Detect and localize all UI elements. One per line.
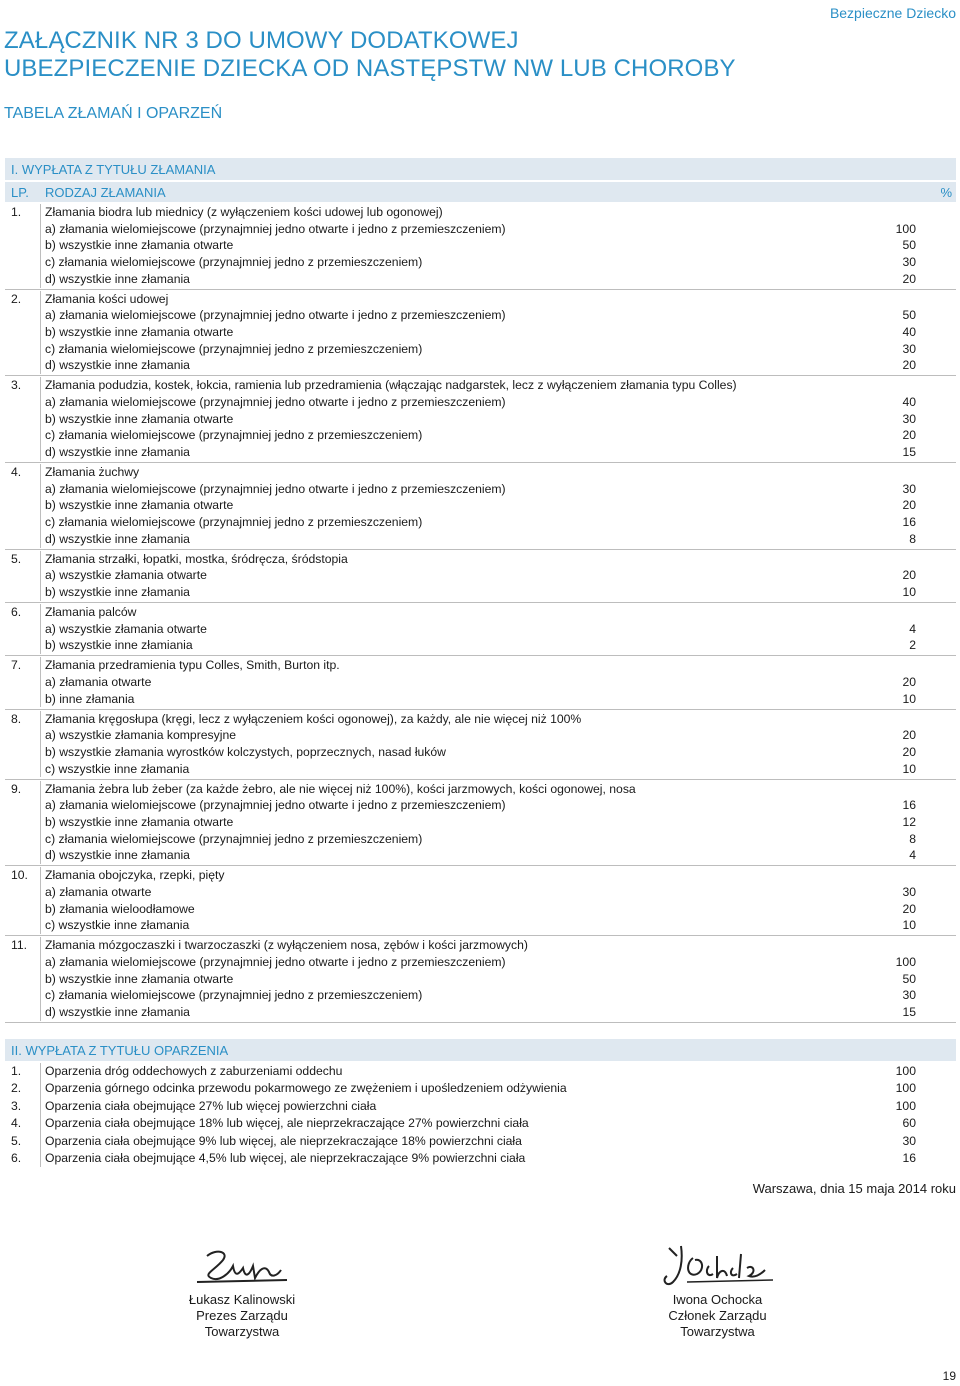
place-date: Warszawa, dnia 15 maja 2014 roku [752,1181,956,1196]
table-row [5,1115,956,1132]
table-row [5,497,956,514]
table-row [5,937,956,954]
item-percent: 40 [902,325,916,340]
table-row [5,237,956,254]
fracture-group [5,711,956,778]
item-text: b) wszystkie inne złamiania [45,638,193,653]
table-row [5,987,956,1004]
item-text: c) złamania wielomiejscowe (przynajmniej jedno z przemieszczeniem) [45,255,423,270]
table-row [5,1063,956,1080]
item-percent: 8 [909,831,916,846]
table-column-header [5,182,956,202]
table-row [5,971,956,988]
section-1-heading [5,158,956,180]
item-percent: 20 [902,675,916,690]
table-row [5,691,956,708]
signature-2-image [653,1244,783,1292]
item-text: b) wszystkie inne złamania otwarte [45,411,234,426]
item-text: a) wszystkie złamania otwarte [45,568,207,583]
table-row [5,204,956,221]
fracture-group [5,291,956,374]
title-line-2: UBEZPIECZENIE DZIECKA OD NASTĘPSTW NW LUB CHOROBY [4,55,736,82]
row-number: 7. [11,658,22,673]
row-separator [5,1022,956,1023]
item-text: b) inne złamania [45,691,135,706]
item-percent: 10 [902,691,916,706]
table-row [5,954,956,971]
col-percent: % [940,185,952,200]
item-text: c) złamania wielomiejscowe (przynajmniej jedno z przemieszczeniem) [45,341,423,356]
item-percent: 20 [902,568,916,583]
fracture-group [5,551,956,601]
row-separator [5,779,956,780]
fracture-group [5,937,956,1020]
table-row [5,551,956,568]
fracture-group [5,867,956,934]
column-divider [40,551,41,601]
item-percent: 20 [902,745,916,760]
burns-group [5,1063,956,1167]
item-text: c) złamania wielomiejscowe (przynajmniej jedno z przemieszczeniem) [45,831,423,846]
col-type: RODZAJ ZŁAMANIA [45,185,166,200]
row-number: 6. [11,1150,22,1165]
item-percent: 10 [902,918,916,933]
group-title: Złamania strzałki, łopatki, mostka, śródręcza, śródstopia [45,551,348,566]
title-line-1: ZAŁĄCZNIK NR 3 DO UMOWY DODATKOWEJ [4,27,519,54]
table-row [5,411,956,428]
item-text: d) wszystkie inne złamania [45,358,190,373]
group-title: Złamania palców [45,605,137,620]
item-percent: 30 [902,885,916,900]
table-row [5,254,956,271]
item-percent: 16 [902,1150,916,1165]
item-percent: 10 [902,761,916,776]
item-text: b) złamania wieloodłamowe [45,901,195,916]
item-percent: 100 [895,1081,916,1096]
item-percent: 20 [902,271,916,286]
item-text: a) złamania otwarte [45,675,152,690]
item-text: a) złamania wielomiejscowe (przynajmniej jedno otwarte i jedno z przemieszczeniem) [45,308,506,323]
table-row [5,341,956,358]
item-text: a) złamania wielomiejscowe (przynajmniej jedno otwarte i jedno z przemieszczeniem) [45,955,506,970]
table-row [5,781,956,798]
row-number: 5. [11,1133,22,1148]
column-divider [40,711,41,778]
item-percent: 16 [902,515,916,530]
row-number: 3. [11,378,22,393]
item-text: c) złamania wielomiejscowe (przynajmniej jedno z przemieszczeniem) [45,515,423,530]
table-row [5,637,956,654]
item-percent: 30 [902,481,916,496]
group-title: Złamania przedramienia typu Colles, Smith, Burton itp. [45,658,340,673]
item-percent: 100 [895,221,916,236]
item-text: Oparzenia ciała obejmujące 18% lub więcej, ale nieprzekraczające 27% powierzchni ciała [45,1116,529,1131]
item-percent: 30 [902,255,916,270]
row-separator [5,655,956,656]
item-text: a) złamania wielomiejscowe (przynajmniej jedno otwarte i jedno z przemieszczeniem) [45,481,506,496]
table-row [5,1004,956,1021]
item-percent: 20 [902,428,916,443]
group-title: Złamania kręgosłupa (kręgi, lecz z wyłączeniem kości ogonowej), za każdy, ale nie więcej niż 100% [45,711,582,726]
table-row [5,674,956,691]
row-number: 2. [11,1081,22,1096]
section-1-heading-text: I. WYPŁATA Z TYTUŁU ZŁAMANIA [11,162,216,177]
fracture-group [5,657,956,707]
signer-2-role: Członek Zarządu Towarzystwa [668,1308,767,1339]
item-percent: 20 [902,728,916,743]
column-divider [40,657,41,707]
table-row [5,531,956,548]
item-percent: 30 [902,411,916,426]
table-row [5,1080,956,1097]
item-text: a) złamania wielomiejscowe (przynajmniej jedno otwarte i jedno z przemieszczeniem) [45,395,506,410]
table-row [5,481,956,498]
fracture-group [5,464,956,547]
item-text: a) złamania otwarte [45,885,152,900]
fracture-group [5,204,956,287]
row-separator [5,375,956,376]
table-row [5,324,956,341]
item-percent: 50 [902,238,916,253]
item-percent: 30 [902,988,916,1003]
column-divider [40,604,41,654]
item-percent: 15 [902,445,916,460]
col-lp: LP. [11,185,29,200]
table-row [5,1098,956,1115]
item-text: b) wszystkie inne złamania otwarte [45,971,234,986]
item-percent: 30 [902,341,916,356]
row-number: 4. [11,465,22,480]
fracture-group [5,377,956,460]
column-divider [40,1063,41,1167]
row-number: 10. [11,868,28,883]
item-text: Oparzenia ciała obejmujące 4,5% lub więcej, ale nieprzekraczające 9% powierzchni ciała [45,1150,526,1165]
table-row [5,584,956,601]
table-row [5,427,956,444]
item-text: c) złamania wielomiejscowe (przynajmniej jedno z przemieszczeniem) [45,988,423,1003]
item-text: Oparzenia górnego odcinka przewodu pokarmowego ze zwężeniem i upośledzeniem odżywienia [45,1081,567,1096]
table-row [5,867,956,884]
item-text: Oparzenia ciała obejmujące 27% lub więcej powierzchni ciała [45,1098,377,1113]
table-row [5,901,956,918]
item-text: a) złamania wielomiejscowe (przynajmniej jedno otwarte i jedno z przemieszczeniem) [45,798,506,813]
table-row [5,291,956,308]
table-row [5,567,956,584]
table-row [5,357,956,374]
item-percent: 20 [902,358,916,373]
row-number: 1. [11,1064,22,1078]
fracture-group [5,604,956,654]
group-title: Złamania podudzia, kostek, łokcia, ramienia lub przedramienia (włączając nadgarstek, lecz z wyłączeniem złamania typu Colles) [45,378,737,393]
signature-1-image [177,1244,307,1292]
table-row [5,847,956,864]
table-row [5,377,956,394]
table-row [5,884,956,901]
table-row [5,797,956,814]
column-divider [40,377,41,461]
column-divider [40,291,41,375]
page-number: 19 [942,1369,956,1383]
group-title: Złamania biodra lub miednicy (z wyłączeniem kości udowej lub ogonowej) [45,205,443,219]
group-title: Złamania mózgoczaszki i twarzoczaszki (z wyłączeniem nosa, zębów i kości jarzmowych) [45,938,528,953]
column-divider [40,781,41,865]
document-subtitle: TABELA ZŁAMAŃ I OPARZEŃ [4,105,223,122]
fracture-group [5,781,956,864]
table-row [5,1133,956,1150]
item-percent: 20 [902,498,916,513]
row-number: 5. [11,551,22,566]
row-number: 1. [11,205,22,219]
row-separator [5,549,956,550]
signature-block-1 [162,1244,322,1340]
column-divider [40,464,41,548]
item-text: a) wszystkie złamania otwarte [45,621,207,636]
table-row [5,307,956,324]
signer-1-name: Łukasz Kalinowski [188,1292,296,1307]
item-percent: 100 [895,1098,916,1113]
item-percent: 8 [909,531,916,546]
item-text: Oparzenia dróg oddechowych z zaburzeniami oddechu [45,1064,343,1078]
table-row [5,464,956,481]
signature-block-2 [630,1244,805,1340]
item-percent: 50 [902,971,916,986]
row-number: 9. [11,781,22,796]
item-percent: 4 [909,621,916,636]
item-text: b) wszystkie inne złamania otwarte [45,325,234,340]
item-text: d) wszystkie inne złamania [45,531,190,546]
row-separator [5,865,956,866]
group-title: Złamania żuchwy [45,465,140,480]
row-number: 11. [11,938,28,953]
table-row [5,271,956,288]
item-percent: 50 [902,308,916,323]
row-separator [5,462,956,463]
item-percent: 16 [902,798,916,813]
row-number: 4. [11,1116,22,1131]
table-row [5,621,956,638]
item-percent: 100 [895,1064,916,1078]
group-title: Złamania żebra lub żeber (za każde żebro, ale nie więcej niż 100%), kości jarzmowych, kości ogonowej, nosa [45,781,636,796]
table-row [5,761,956,778]
item-text: d) wszystkie inne złamania [45,271,190,286]
item-text: a) złamania wielomiejscowe (przynajmniej jedno otwarte i jedno z przemieszczeniem) [45,221,506,236]
item-text: b) wszystkie inne złamania otwarte [45,498,234,513]
row-number: 8. [11,711,22,726]
item-percent: 4 [909,848,916,863]
table-row [5,727,956,744]
item-text: Oparzenia ciała obejmujące 9% lub więcej, ale nieprzekraczające 18% powierzchni ciała [45,1133,522,1148]
item-percent: 12 [902,815,916,830]
item-text: c) wszystkie inne złamania [45,761,190,776]
item-percent: 30 [902,1133,916,1148]
item-text: b) wszystkie inne złamania otwarte [45,815,234,830]
item-percent: 10 [902,585,916,600]
table-row [5,831,956,848]
group-title: Złamania kości udowej [45,291,169,306]
column-divider [40,867,41,934]
table-row [5,1150,956,1167]
table-row [5,514,956,531]
row-separator [5,935,956,936]
table-row [5,711,956,728]
signer-1-role: Prezes Zarządu Towarzystwa [196,1308,288,1339]
table-row [5,604,956,621]
item-text: c) wszystkie inne złamania [45,918,190,933]
item-text: b) wszystkie inne złamania otwarte [45,238,234,253]
item-percent: 2 [909,638,916,653]
section-2-heading [5,1039,956,1061]
item-percent: 60 [902,1116,916,1131]
signer-2-name: Iwona Ochocka [672,1292,763,1307]
item-text: d) wszystkie inne złamania [45,445,190,460]
document-title [4,27,736,83]
column-divider [40,204,41,288]
item-text: d) wszystkie inne złamania [45,1005,190,1020]
table-row [5,221,956,238]
item-percent: 20 [902,901,916,916]
item-percent: 100 [895,955,916,970]
row-number: 2. [11,291,22,306]
row-separator [5,602,956,603]
item-percent: 15 [902,1005,916,1020]
table-row [5,394,956,411]
brand-label: Bezpieczne Dziecko [829,5,956,21]
item-text: a) wszystkie złamania kompresyjne [45,728,237,743]
table-row [5,917,956,934]
item-text: c) złamania wielomiejscowe (przynajmniej jedno z przemieszczeniem) [45,428,423,443]
row-separator [5,289,956,290]
section-2-heading-text: II. WYPŁATA Z TYTUŁU OPARZENIA [11,1043,229,1058]
table-row [5,657,956,674]
group-title: Złamania obojczyka, rzepki, pięty [45,868,225,883]
row-separator [5,709,956,710]
table-row [5,814,956,831]
item-text: d) wszystkie inne złamania [45,848,190,863]
item-text: b) wszystkie złamania wyrostków kolczystych, poprzecznych, nasad łuków [45,745,446,760]
row-number: 6. [11,605,22,620]
item-percent: 40 [902,395,916,410]
row-number: 3. [11,1098,22,1113]
table-row [5,744,956,761]
item-text: b) wszystkie inne złamania [45,585,190,600]
table-row [5,444,956,461]
column-divider [40,937,41,1021]
